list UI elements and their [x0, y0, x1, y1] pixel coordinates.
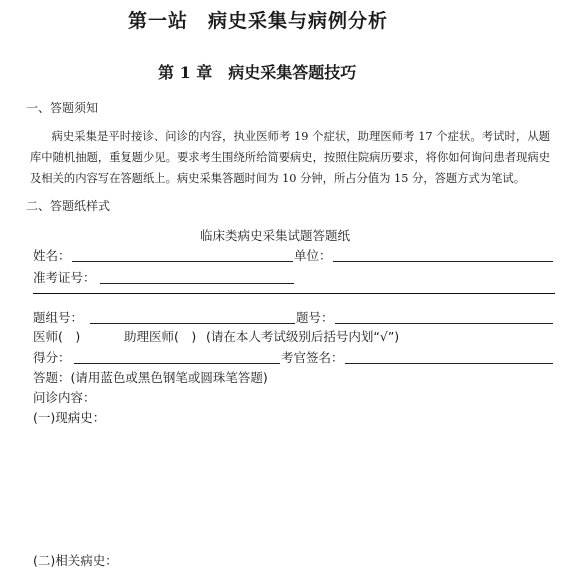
station-title: 第一站 病史采集与病例分析: [128, 10, 389, 32]
unit-label: 单位：: [294, 248, 332, 263]
section-heading-notes: 一、答题须知: [26, 101, 99, 115]
question-no-label: 题号：: [296, 310, 334, 325]
unit-field-line[interactable]: [333, 261, 553, 262]
group-label: 题组号：: [33, 310, 84, 325]
exam-id-field-line[interactable]: [100, 283, 294, 284]
notes-paragraph: 病史采集是平时接诊、问诊的内容，执业医师考 19 个症状，助理医师考 17 个症状。考试时，从题库中随机抽题，重复题少见。要求考生围绕所给简要病史，按照住院病历要求，将你如何询问患者现病史及相关的内容写在答题纸上。病史采集答题时间为 10 分钟，所占分值为 15 分，答题方式为笔试。: [30, 130, 550, 185]
answer-label: 答题：(请用蓝色或黑色钢笔或圆珠笔答题): [33, 370, 268, 385]
form-separator: [33, 293, 555, 294]
score-field-line[interactable]: [74, 363, 280, 364]
form-title: 临床类病史采集试题答题纸: [200, 228, 351, 243]
name-label: 姓名：: [33, 248, 71, 263]
section-heading-sample: 二、答题纸样式: [26, 199, 111, 213]
score-label: 得分：: [33, 350, 71, 365]
assistant-option[interactable]: 助理医师( ): [124, 329, 197, 344]
related-history-label: (二)相关病史：: [33, 553, 118, 568]
examiner-label: 考官签名：: [281, 350, 344, 365]
name-field-line[interactable]: [72, 261, 293, 262]
examiner-field-line[interactable]: [345, 363, 553, 364]
inquiry-label: 问诊内容：: [33, 390, 96, 405]
group-field-line[interactable]: [90, 323, 295, 324]
exam-id-label: 准考证号：: [33, 270, 96, 285]
question-no-field-line[interactable]: [335, 323, 553, 324]
chapter-title: 第 1 章 病史采集答题技巧: [158, 63, 357, 82]
doctor-option[interactable]: 医师( ): [33, 329, 81, 344]
present-history-label: (一)现病史：: [33, 410, 106, 425]
level-note: (请在本人考试级别后括号内划“√”): [206, 329, 400, 344]
